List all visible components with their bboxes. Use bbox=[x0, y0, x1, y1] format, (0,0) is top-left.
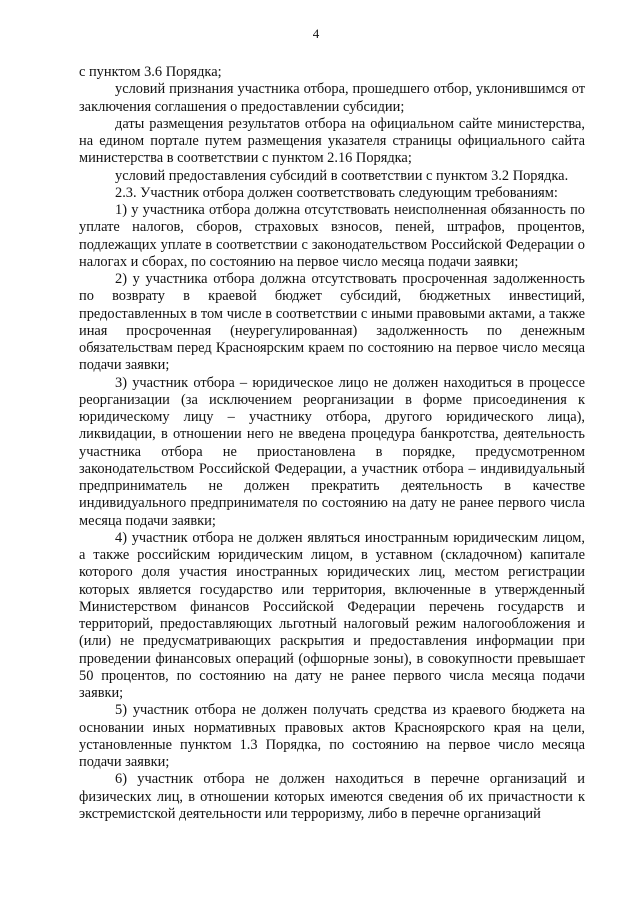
document-body bbox=[79, 64, 585, 823]
paragraph-10: 6) участник отбора не должен находиться в перечне организаций и физических лиц, в отношении которых имеются сведения об их причастности к экстремистской деятельности или терроризму, либо в перечне организаций bbox=[79, 771, 585, 822]
paragraph-9: 5) участник отбора не должен получать средства из краевого бюджета на основании иных нормативных правовых актов Красноярского края на цели, установленные пунктом 1.3 Порядка, по состоянию на первое число месяца подачи заявки; bbox=[79, 702, 585, 770]
paragraph-0: с пунктом 3.6 Порядка; bbox=[79, 64, 222, 80]
paragraph-1: условий признания участника отбора, прошедшего отбор, уклонившимся от заключения соглашения о предоставлении субсидии; bbox=[79, 81, 585, 115]
paragraph-6: 2) у участника отбора должна отсутствовать просроченная задолженность по возврату в краевой бюджет субсидий, бюджетных инвестиций, предоставленных в том числе в соответствии с иными правовыми актами, а также иная просроченная (неурегулированная) задолженность по денежным обязательствам перед Красноярским краем по состоянию на первое число месяца подачи заявки; bbox=[79, 271, 585, 374]
paragraph-7: 3) участник отбора – юридическое лицо не должен находиться в процессе реорганизации (за исключением реорганизации в форме присоединения к юридическому лицу – участнику отбора, другого юридического лица), ликвидации, в отношении него не введена процедура банкротства, деятельность участника отбора не приостановлена в порядке, предусмотренном законодательством Российской Федерации, а участник отбора – индивидуальный предприниматель не должен прекратить деятельность в качестве индивидуального предпринимателя по состоянию на дату не ранее первого числа месяца подачи заявки; bbox=[79, 374, 585, 529]
page-number: 4 bbox=[312, 26, 320, 41]
paragraph-2: даты размещения результатов отбора на официальном сайте министерства, на едином портале путем размещения указателя страницы официального сайта министерства в соответствии с пунктом 2.16 Порядка; bbox=[79, 115, 585, 167]
paragraph-3: условий предоставления субсидий в соответствии с пунктом 3.2 Порядка. bbox=[115, 167, 569, 184]
paragraph-5: 1) у участника отбора должна отсутствовать неисполненная обязанность по уплате налогов, сборов, страховых взносов, пеней, штрафов, процентов, подлежащих уплате в соответствии с законодательством Российской Федерации о налогах и сборах, по состоянию на первое число месяца подачи заявки; bbox=[79, 202, 585, 270]
paragraph-8: 4) участник отбора не должен являться иностранным юридическим лицом, а также российским юридическим лицом, в уставном (складочном) капитале которого доля участия иностранных юридических лиц, местом регистрации которых является государство или территория, включенные в утвержденный Министерством финансов Российской Федерации перечень государств и территорий, предоставляющих льготный налоговый режим налогообложения и (или) не предусматривающих раскрытия и предоставления информации при проведении финансовых операций (офшорные зоны), в совокупности превышает 50 процентов, по состоянию на дату не ранее первого числа месяца подачи заявки; bbox=[79, 529, 585, 701]
paragraph-4: 2.3. Участник отбора должен соответствовать следующим требованиям: bbox=[115, 184, 558, 201]
